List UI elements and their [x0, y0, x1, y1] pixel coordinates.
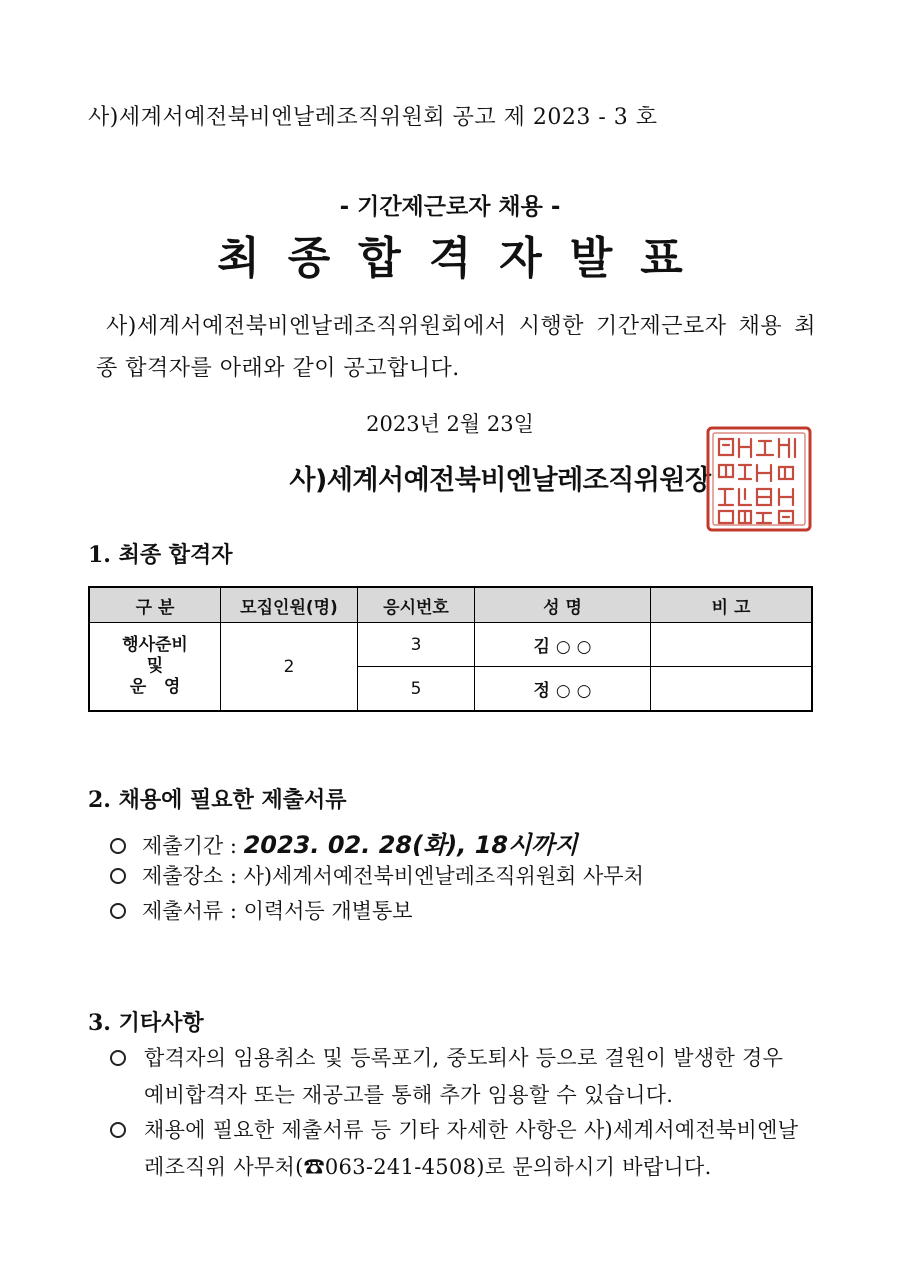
table-header-row [89, 587, 812, 623]
circle-bullet-icon [110, 838, 126, 854]
official-seal-icon [705, 425, 813, 533]
item-value: 사)세계서예전북비엔날레조직위원회 사무처 [243, 864, 644, 888]
exam-number-cell: 3 [358, 623, 475, 667]
list-item [110, 1040, 810, 1114]
item-text: 채용에 필요한 제출서류 등 기타 자세한 사항은 사)세계서예전북비엔날레조직위 사무처(☎063-241-4508)로 문의하시기 바랍니다. [144, 1118, 799, 1179]
notice-number: 사)세계서예전북비엔날레조직위원회 공고 제 2023 - 3 호 [88, 105, 658, 130]
item-value: 이력서등 개별통보 [243, 899, 413, 923]
column-header-recruit-count: 모집인원(명) [221, 587, 358, 623]
item-label: 제출기간 : [142, 834, 244, 858]
intro-paragraph: 사)세계서예전북비엔날레조직위원회에서 시행한 기간제근로자 채용 최종 합격자를 아래와 같이 공고합니다. [96, 314, 816, 381]
item-label: 제출장소 : [142, 864, 244, 888]
item-label: 제출서류 : [142, 899, 244, 923]
recruit-count-cell: 2 [221, 623, 358, 712]
name-cell: 김 ○ ○ [475, 623, 651, 667]
name-cell: 정 ○ ○ [475, 667, 651, 712]
list-item [110, 895, 413, 925]
announcement-date: 2023년 2월 23일 [366, 412, 534, 436]
list-item [110, 1112, 810, 1186]
list-item [110, 860, 644, 890]
circle-bullet-icon [110, 903, 126, 919]
note-cell [651, 623, 813, 667]
final-passers-table [88, 586, 813, 712]
section-title-documents: 2. 채용에 필요한 제출서류 [88, 787, 347, 813]
category-cell [89, 623, 221, 712]
table-row [89, 623, 812, 667]
category-line: 행사준비 [122, 635, 188, 655]
page-title: 최종합격자발표 [217, 233, 711, 284]
column-header-name: 성 명 [475, 587, 651, 623]
exam-number-cell: 5 [358, 667, 475, 712]
signer-name: 사)세계서예전북비엔날레조직위원장 [289, 465, 711, 496]
column-header-category: 구 분 [89, 587, 221, 623]
circle-bullet-icon [110, 868, 126, 884]
item-text: 합격자의 임용취소 및 등록포기, 중도퇴사 등으로 결원이 발생한 경우 예비합격자 또는 재공고를 통해 추가 임용할 수 있습니다. [144, 1046, 784, 1107]
section-title-other-matters: 3. 기타사항 [88, 1010, 204, 1036]
circle-bullet-icon [110, 1050, 126, 1066]
category-line: 운 영 [129, 677, 181, 697]
note-cell [651, 667, 813, 712]
category-line: 및 [146, 656, 164, 676]
column-header-exam-number: 응시번호 [358, 587, 475, 623]
subtitle: - 기간제근로자 채용 - [339, 194, 561, 220]
column-header-note: 비 고 [651, 587, 813, 623]
list-item [110, 825, 578, 860]
section-title-final-passers: 1. 최종 합격자 [88, 542, 233, 568]
deadline-value: 2023. 02. 28(화), 18시까지 [243, 831, 578, 859]
circle-bullet-icon [110, 1122, 126, 1138]
